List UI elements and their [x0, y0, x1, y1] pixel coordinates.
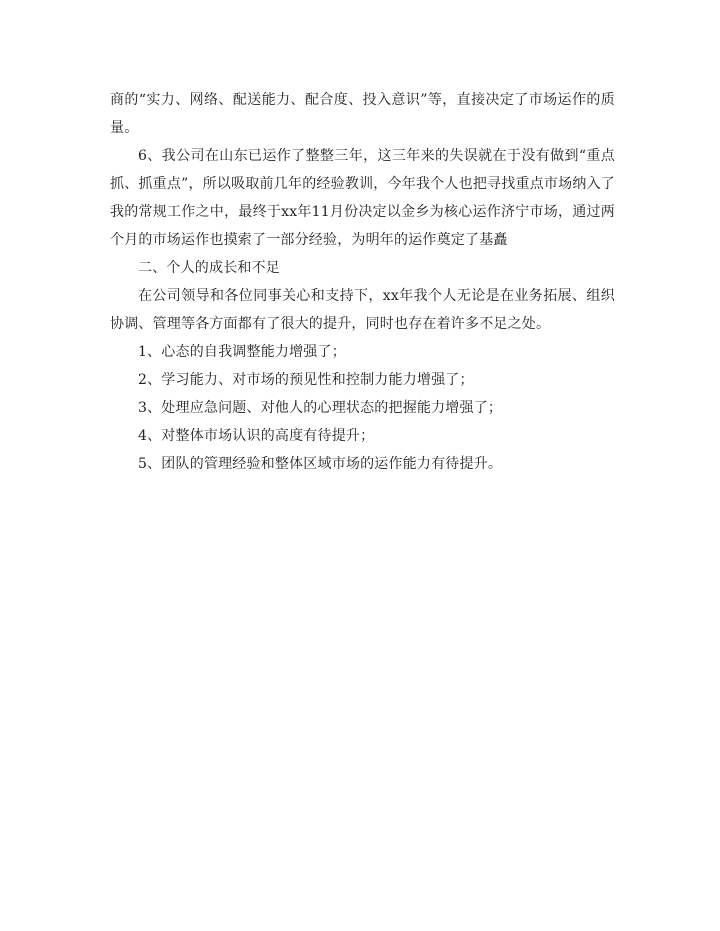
list-item-3: 3、处理应急问题、对他人的心理状态的把握能力增强了； — [138, 400, 503, 416]
list-item-2: 2、学习能力、对市场的预见性和控制力能力增强了； — [138, 372, 474, 388]
list-item-4: 4、对整体市场认识的高度有待提升； — [138, 428, 375, 444]
document-body — [110, 86, 615, 478]
section-heading-personal-growth: 二、个人的成长和不足 — [138, 260, 280, 276]
list-item-1: 1、心态的自我调整能力增强了； — [138, 344, 346, 360]
list-item-5: 5、团队的管理经验和整体区域市场的运作能力有待提升。 — [138, 456, 503, 472]
paragraph-point-6: 6、我公司在山东已运作了整整三年，这三年来的失误就在于没有做到“重点抓、抓重点”，所以吸取前几年的经验教训，今年我个人也把寻找重点市场纳入了我的常规工作之中，最终于xx年11月份决定以金乡为核心运作济宁市场，通过两个月的市场运作也摸索了一部分经验，为明年的运作奠定了基矗 — [110, 148, 615, 248]
paragraph-continuation: 商的“实力、网络、配送能力、配合度、投入意识”等，直接决定了市场运作的质量。 — [110, 92, 615, 136]
paragraph-personal-summary: 在公司领导和各位同事关心和支持下，xx年我个人无论是在业务拓展、组织协调、管理等各方面都有了很大的提升，同时也存在着许多不足之处。 — [110, 288, 615, 332]
